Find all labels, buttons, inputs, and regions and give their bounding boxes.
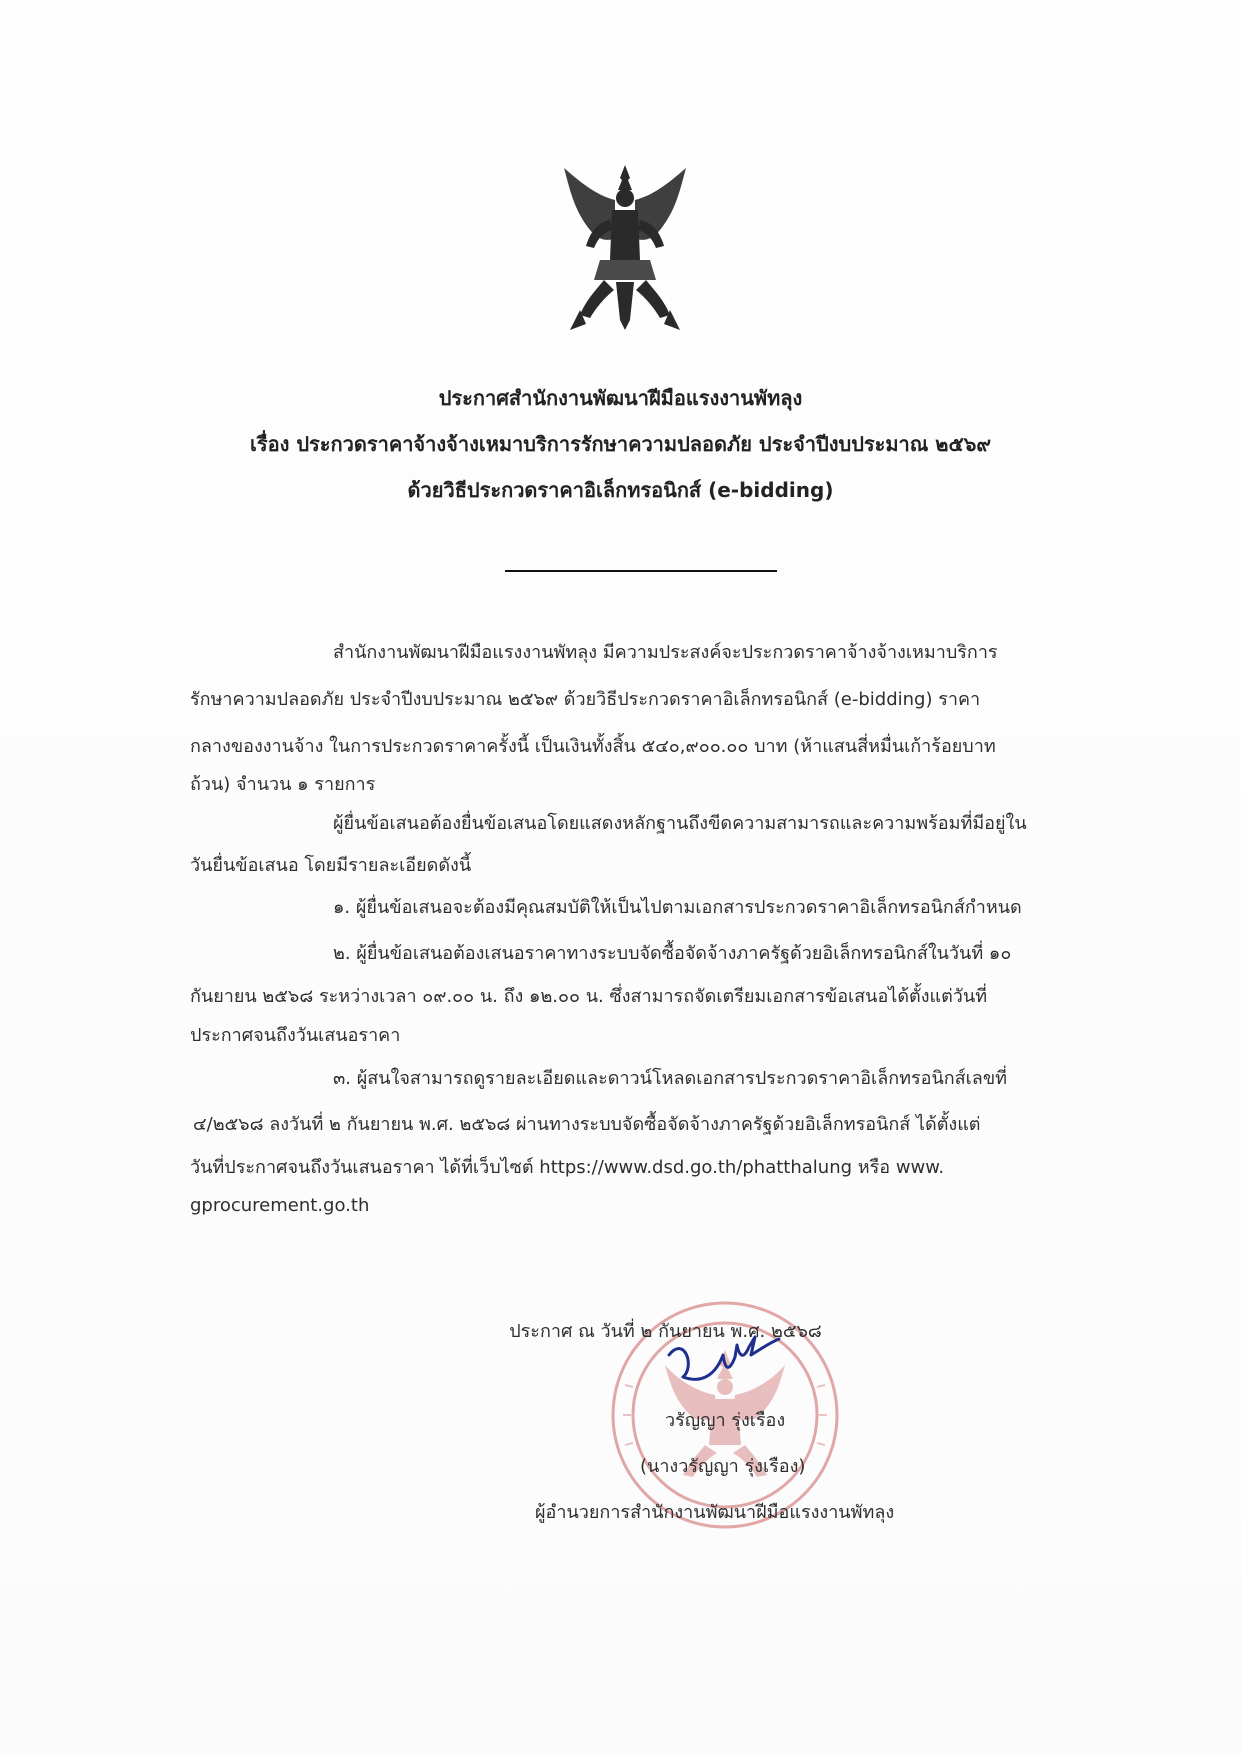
handwritten-signature (665, 1325, 785, 1400)
body-line: รักษาความปลอดภัย ประจำปีงบประมาณ ๒๕๖๙ ด้วยวิธีประกวดราคาอิเล็กทรอนิกส์ (e-bidding) ราคา (190, 689, 981, 710)
signer-name: วรัญญา รุ่งเรือง (665, 1410, 786, 1431)
list-item-continued: ๔/๒๕๖๘ ลงวันที่ ๒ กันยายน พ.ศ. ๒๕๖๘ ผ่านทางระบบจัดซื้อจัดจ้างภาครัฐด้วยอิเล็กทรอนิกส์ ได้ตั้งแต่ (193, 1114, 981, 1135)
list-item: ๒. ผู้ยื่นข้อเสนอต้องเสนอราคาทางระบบจัดซื้อจัดจ้างภาครัฐด้วยอิเล็กทรอนิกส์ในวันที่ ๑๐ (333, 943, 1012, 964)
signer-full-name: (นางวรัญญา รุ่งเรือง) (640, 1456, 806, 1477)
body-line: สำนักงานพัฒนาฝีมือแรงงานพัทลุง มีความประสงค์จะประกวดราคาจ้างจ้างเหมาบริการ (333, 642, 998, 663)
list-item-continued: ประกาศจนถึงวันเสนอราคา (190, 1025, 401, 1046)
list-item: ๓. ผู้สนใจสามารถดูรายละเอียดและดาวน์โหลดเอกสารประกวดราคาอิเล็กทรอนิกส์เลขที่ (333, 1068, 1008, 1089)
body-line: ผู้ยื่นข้อเสนอต้องยื่นข้อเสนอโดยแสดงหลักฐานถึงขีดความสามารถและความพร้อมที่มีอยู่ใน (333, 813, 1027, 834)
body-line: กลางของงานจ้าง ในการประกวดราคาครั้งนี้ เป็นเงินทั้งสิ้น ๕๔๐,๙๐๐.๐๐ บาท (ห้าแสนสี่หมื่นเก้าร้อยบาท (190, 736, 996, 757)
title-divider (505, 570, 777, 572)
announcement-date: ประกาศ ณ วันที่ ๒ กันยายน พ.ศ. ๒๕๖๘ (509, 1321, 822, 1342)
body-line: ถ้วน) จำนวน ๑ รายการ (190, 774, 376, 795)
announcement-method: ด้วยวิธีประกวดราคาอิเล็กทรอนิกส์ (e-bidding) (407, 478, 834, 502)
announcement-title: ประกาศสำนักงานพัฒนาฝีมือแรงงานพัทลุง (438, 386, 803, 410)
list-item: ๑. ผู้ยื่นข้อเสนอจะต้องมีคุณสมบัติให้เป็นไปตามเอกสารประกวดราคาอิเล็กทรอนิกส์กำหนด (333, 897, 1022, 918)
signer-title: ผู้อำนวยการสำนักงานพัฒนาฝีมือแรงงานพัทลุง (535, 1502, 895, 1523)
announcement-subject: เรื่อง ประกวดราคาจ้างจ้างเหมาบริการรักษาความปลอดภัย ประจำปีงบประมาณ ๒๕๖๙ (250, 432, 991, 456)
body-line: วันยื่นข้อเสนอ โดยมีรายละเอียดดังนี้ (190, 855, 472, 876)
list-item-continued: gprocurement.go.th (190, 1195, 370, 1216)
list-item-continued: วันที่ประกาศจนถึงวันเสนอราคา ได้ที่เว็บไซต์ https://www.dsd.go.th/phatthalung หรือ www. (190, 1157, 945, 1178)
garuda-emblem-icon (560, 160, 690, 335)
list-item-continued: กันยายน ๒๕๖๘ ระหว่างเวลา ๐๙.๐๐ น. ถึง ๑๒.๐๐ น. ซึ่งสามารถจัดเตรียมเอกสารข้อเสนอได้ตั้งแต่วันที่ (190, 986, 988, 1007)
